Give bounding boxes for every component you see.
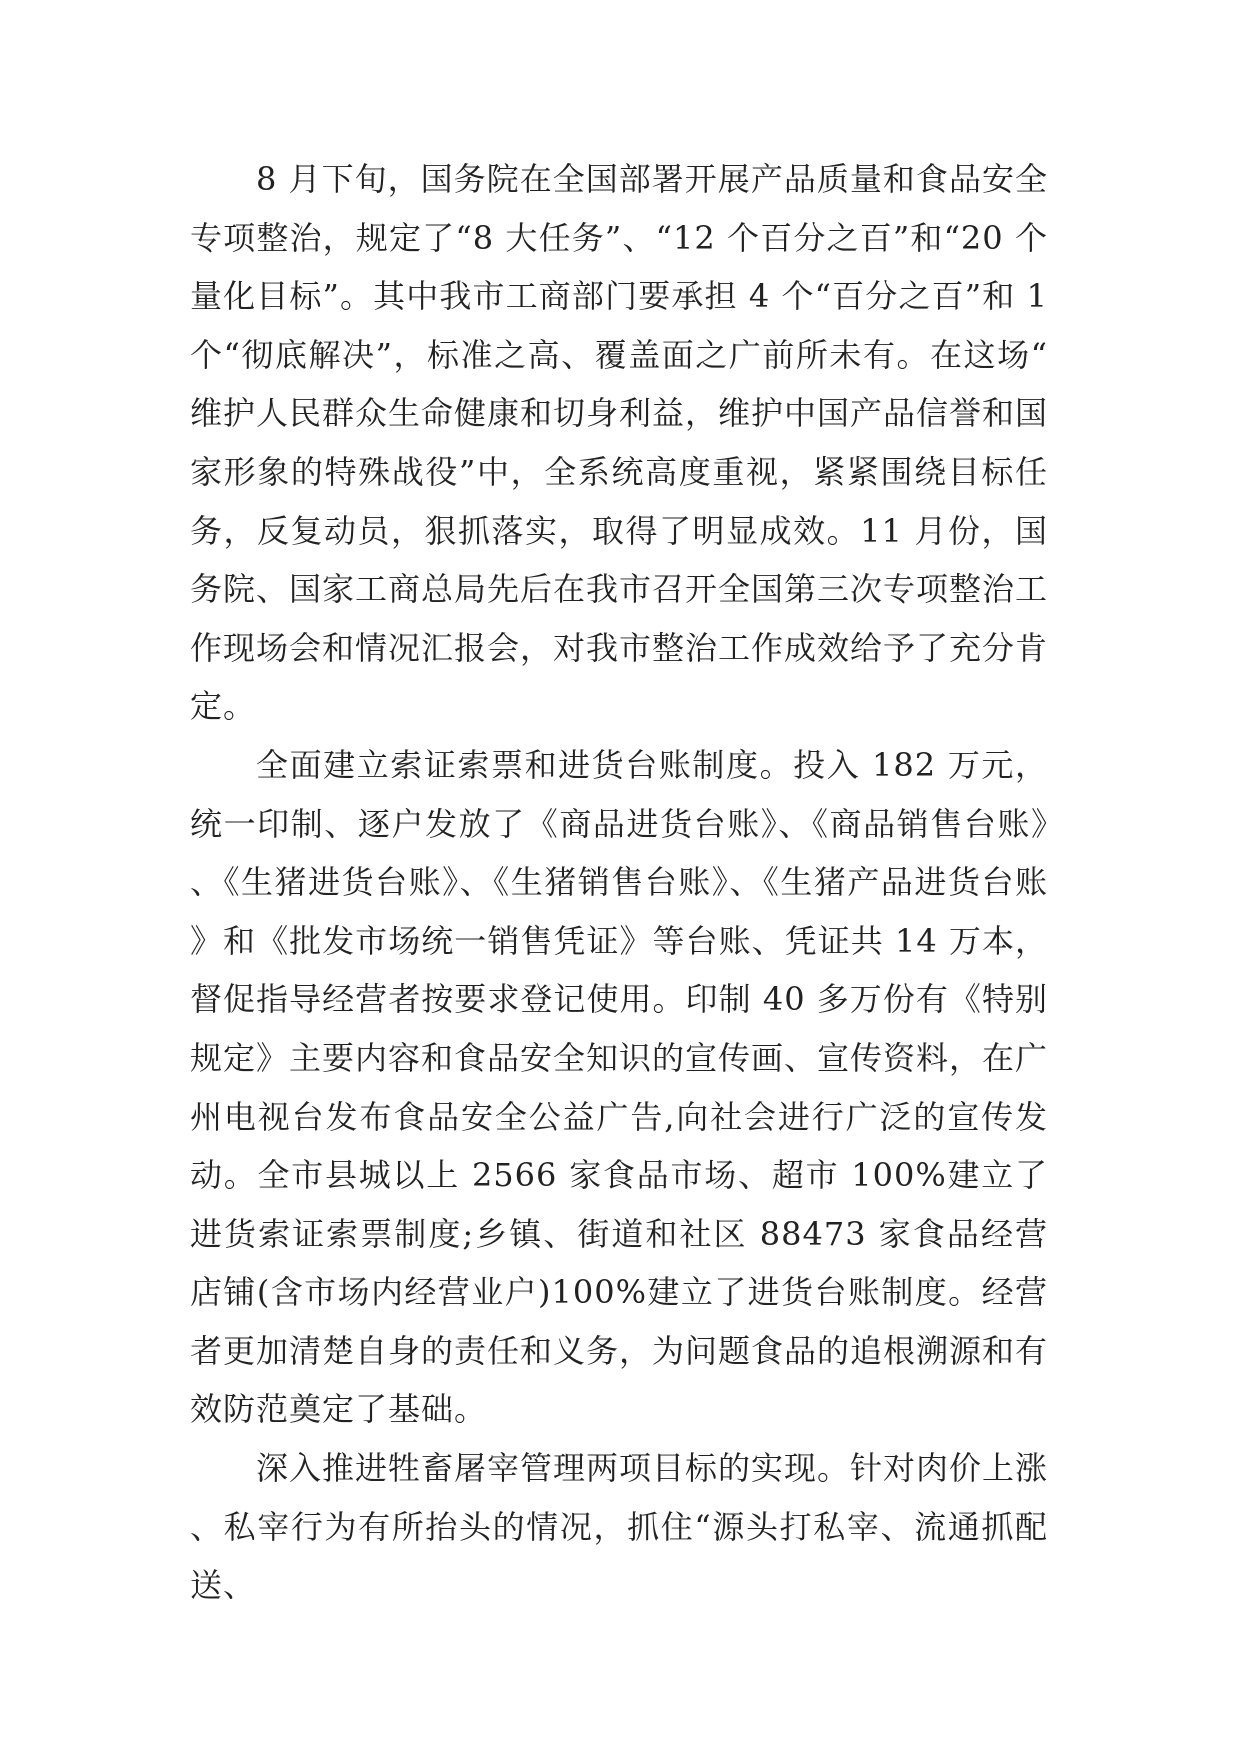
document-body [190, 150, 1048, 1615]
paragraph-special-rectification: 8 月下旬，国务院在全国部署开展产品质量和食品安全专项整治，规定了“8 大任务”、“12 个百分之百”和“20 个量化目标”。其中我市工商部门要承担 4 个“百分之百”和 1 个“彻底解决”，标准之高、覆盖面之广前所未有。在这场“维护人民群众生命健康和切身利益，维护中国产品信誉和国家形象的特殊战役”中，全系统高度重视，紧紧围绕目标任务，反复动员，狠抓落实，取得了明显成效。11 月份，国务院、国家工商总局先后在我市召开全国第三次专项整治工作现场会和情况汇报会，对我市整治工作成效给予了充分肯定。 [190, 160, 1049, 726]
paragraph-ledger-system: 全面建立索证索票和进货台账制度。投入 182 万元，统一印制、逐户发放了《商品进货台账》、《商品销售台账》、《生猪进货台账》、《生猪销售台账》、《生猪产品进货台账》和《批发市场统一销售凭证》等台账、凭证共 14 万本，督促指导经营者按要求登记使用。印制 40 多万份有《特别规定》主要内容和食品安全知识的宣传画、宣传资料，在广州电视台发布食品安全公益广告,向社会进行广泛的宣传发动。全市县城以上 2566 家食品市场、超市 100%建立了进货索证索票制度;乡镇、街道和社区 88473 家食品经营店铺(含市场内经营业户)100%建立了进货台账制度。经营者更加清楚自身的责任和义务，为问题食品的追根溯源和有效防范奠定了基础。 [190, 745, 1049, 1429]
paragraph-slaughter-management: 深入推进牲畜屠宰管理两项目标的实现。针对肉价上涨、私宰行为有所抬头的情况，抓住“源头打私宰、流通抓配送、 [190, 1449, 1049, 1605]
